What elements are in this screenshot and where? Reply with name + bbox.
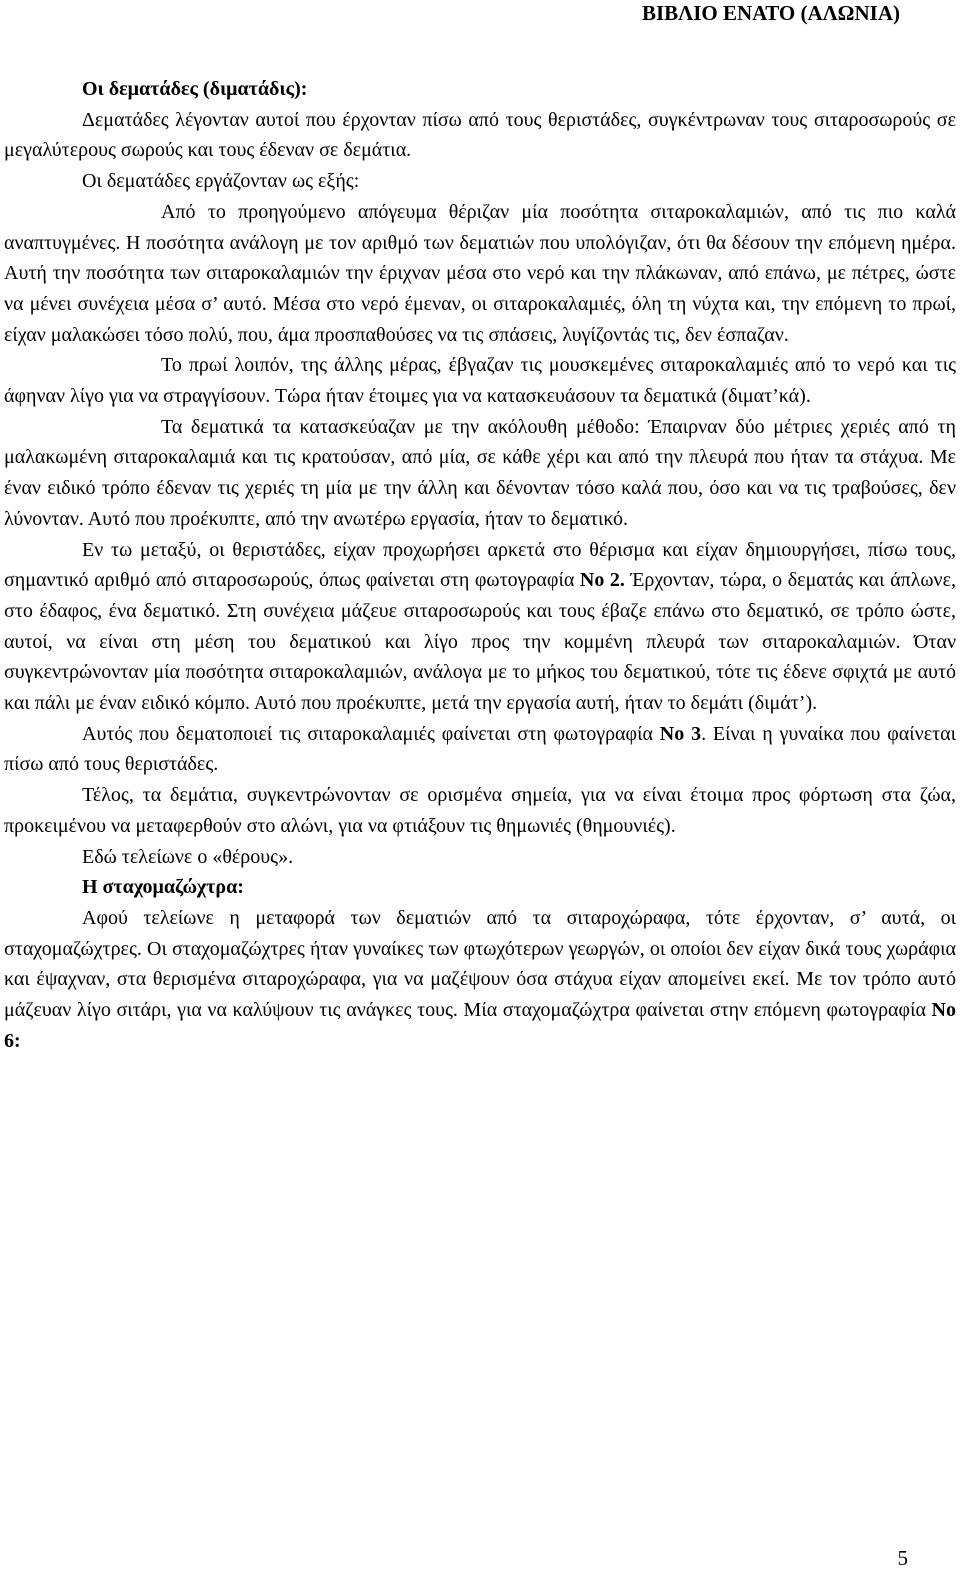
text-span: Αφού τελείωνε η μεταφορά των δεματιών από τα σιταροχώραφα, τότε έρχονταν, σ’ αυτά, οι σταχομαζώχτρες. Οι σταχομαζώχτρες ήταν γυναίκες των φτωχότερων γεωργών, οι οποίοι δεν είχαν δικά τους χωράφια και έψαχναν, στα θερισμένα σιταροχώραφα, για να μαζέψουν όσα στάχυα είχαν απομείνει εκεί. Με τον τρόπο αυτό μάζευαν λίγο σιτάρι, για να καλύψουν τις ανάγκες τους. Μία σταχομαζώχτρα φαίνεται στην επόμενη φωτογραφία xyxy=(4,906,956,1022)
photo-reference: Νο 6: xyxy=(4,999,956,1052)
photo-reference: Νο 2. xyxy=(579,569,625,592)
text-span: . Είναι η γυναίκα που φαίνεται πίσω από τους θεριστάδες. xyxy=(4,722,956,776)
paragraph xyxy=(4,719,956,780)
paragraph xyxy=(4,903,956,1057)
paragraph: Εδώ τελείωνε ο «θέρους». xyxy=(82,845,294,868)
section-heading-dematades: Οι δεματάδες (διματάδις): xyxy=(82,78,308,100)
text-span: Αυτός που δεματοποιεί τις σιταροκαλαμιές φαίνεται στη φωτογραφία xyxy=(82,722,660,745)
text-span: Εν τω μεταξύ, οι θεριστάδες, είχαν προχωρήσει αρκετά στο θέρισμα και είχαν δημιουργήσει, πίσω τους, σημαντικό αριθμό από σιταροσωρούς, όπως φαίνεται στη φωτογραφία xyxy=(4,538,956,592)
page-number: 5 xyxy=(897,1546,908,1570)
photo-reference: Νο 3 xyxy=(659,722,702,745)
document-body xyxy=(4,74,956,1057)
paragraph: Οι δεματάδες εργάζονταν ως εξής: xyxy=(82,170,360,193)
section-heading-stachomazochtra: Η σταχομαζώχτρα: xyxy=(82,876,244,899)
paragraph: Τα δεματικά τα κατασκεύαζαν με την ακόλουθη μέθοδο: Έπαιρναν δύο μέτριες χεριές από τη μαλακωμένη σιταροκαλαμιά και τις κρατούσαν, από μία, σε κάθε χέρι και από την πλευρά που ήταν τα στάχυα. Με έναν ειδικό τρόπο έδεναν τις χεριές τη μία με την άλλη και δένονταν τόσο καλά που, όσο και να τις τραβούσες, δεν λύνονταν. Αυτό που προέκυπτε, από την ανωτέρω εργασία, ήταν το δεματικό. xyxy=(4,415,956,530)
paragraph: Το πρωί λοιπόν, της άλλης μέρας, έβγαζαν τις μουσκεμένες σιταροκαλαμιές από το νερό και τις άφηναν λίγο για να στραγγίσουν. Τώρα ήταν έτοιμες για να κατασκευάσουν τα δεματικά (διματ’κά). xyxy=(4,354,956,408)
paragraph: Τέλος, τα δεμάτια, συγκεντρώνονταν σε ορισμένα σημεία, για να είναι έτοιμα προς φόρτωση στα ζώα, προκειμένου να μεταφερθούν στο αλώνι, για να φτιάξουν τις θημωνιές (θημουνιές). xyxy=(4,784,956,837)
paragraph xyxy=(4,535,956,719)
page-header: ΒΙΒΛΙΟ ΕΝΑΤΟ (ΑΛΩΝΙΑ) xyxy=(641,1,900,25)
paragraph: Από το προηγούμενο απόγευμα θέριζαν μία ποσότητα σιταροκαλαμιών, από τις πιο καλά αναπτυγμένες. Η ποσότητα ανάλογη με τον αριθμό των δεματιών που υπολόγιζαν, ότι θα δέσουν την επόμενη ημέρα. Αυτή την ποσότητα των σιταροκαλαμιών την έριχναν μέσα στο νερό και την πλάκωναν, από επάνω, με πέτρες, ώστε να μένει συνέχεια μέσα σ’ αυτό. Μέσα στο νερό έμεναν, οι σιταροκαλαμιές, όλη τη νύχτα και, την επόμενη το πρωί, είχαν μαλακώσει τόσο πολύ, που, άμα προσπαθούσες να τις σπάσεις, λυγίζοντάς τις, δεν έσπαζαν. xyxy=(4,200,956,346)
paragraph: Δεματάδες λέγονταν αυτοί που έρχονταν πίσω από τους θεριστάδες, συγκέντρωναν τους σιταροσωρούς σε μεγαλύτερους σωρούς και τους έδεναν σε δεμάτια. xyxy=(4,108,956,162)
text-span: Έρχονταν, τώρα, ο δεματάς και άπλωνε, στο έδαφος, ένα δεματικό. Στη συνέχεια μάζευε σιταροσωρούς και τους έβαζε επάνω στο δεματικό, σε τρόπο ώστε, αυτοί, να είναι στη μέση του δεματικού και λίγο προς την κομμένη πλευρά των σιταροκαλαμιών. Όταν συγκεντρώνονταν μία ποσότητα σιταροκαλαμιών, ανάλογα με το μήκος του δεματικού, τότε τις έδενε σφιχτά με αυτό και πάλι με έναν ειδικό κόμπο. Αυτό που προέκυπτε, μετά την εργασία αυτή, ήταν το δεμάτι (διμάτ’). xyxy=(4,569,956,715)
